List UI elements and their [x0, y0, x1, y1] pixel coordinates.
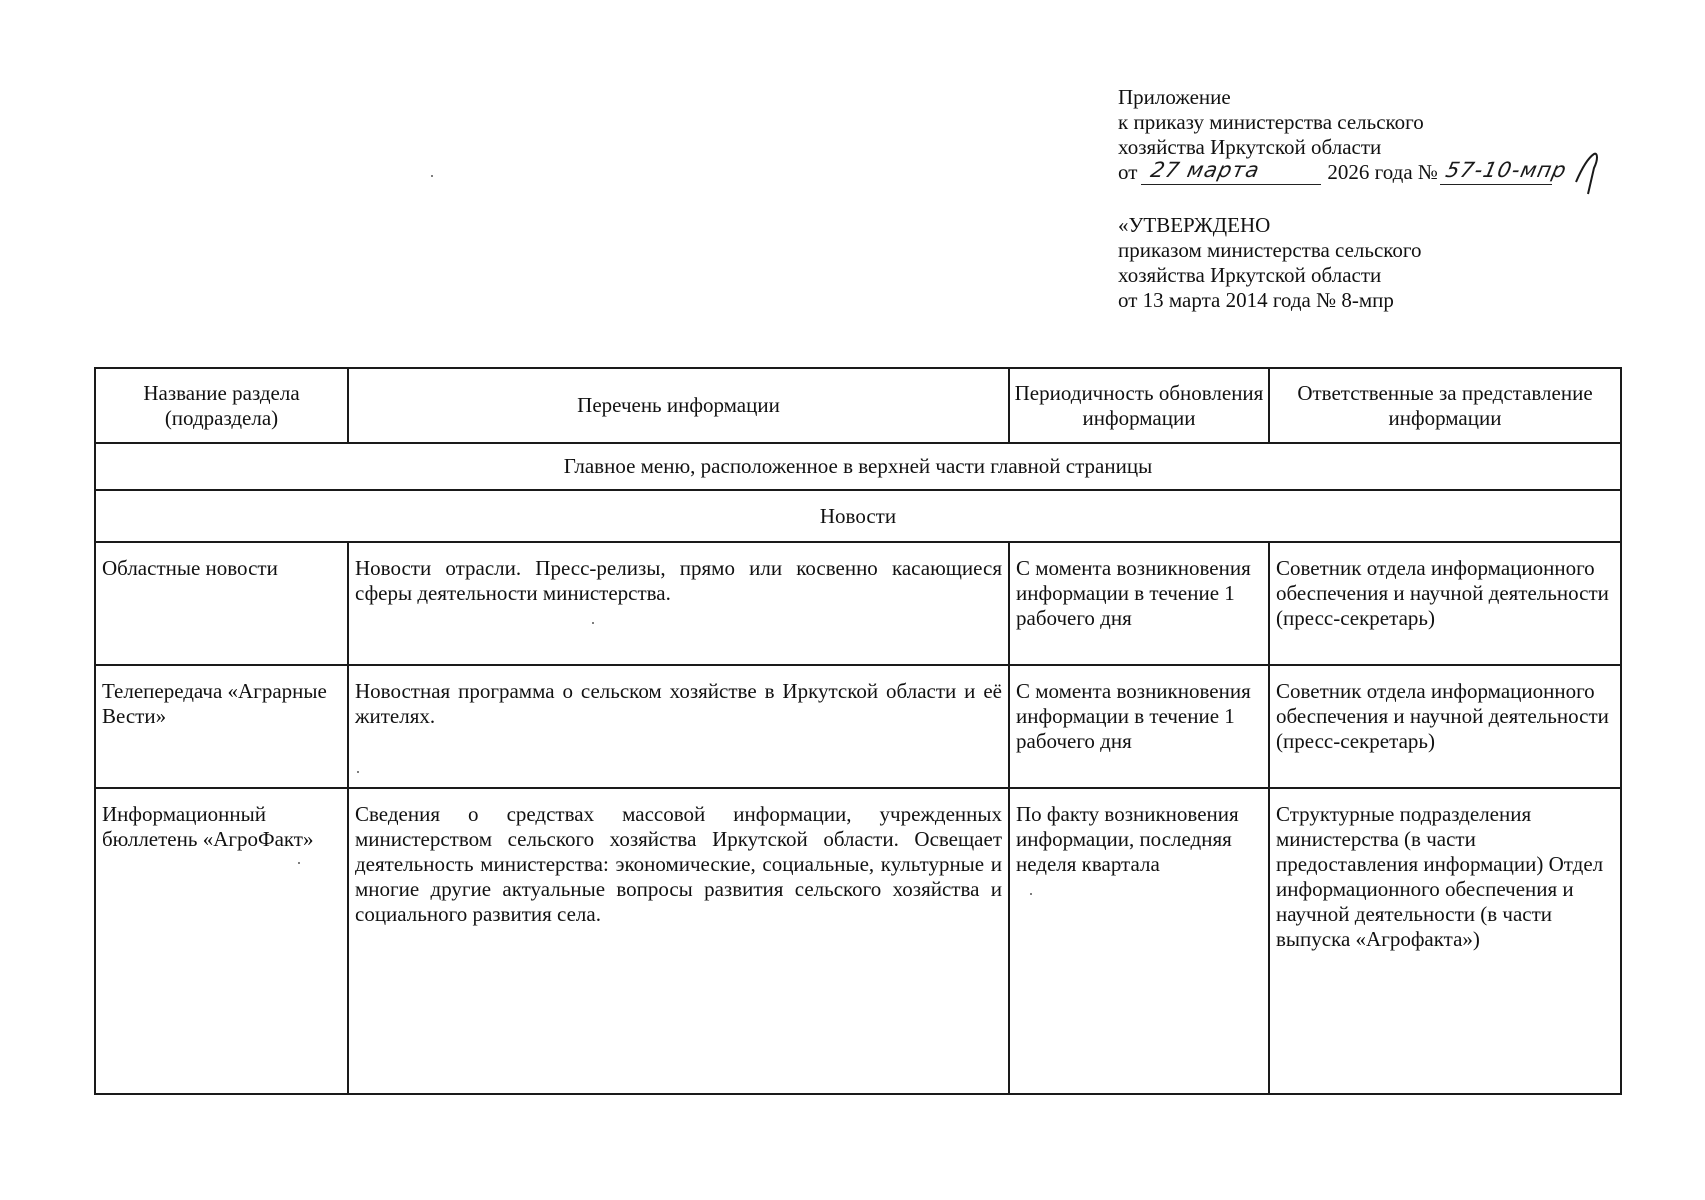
annex-title: Приложение [1118, 85, 1231, 109]
number-fill-line [1440, 158, 1570, 185]
handwritten-date: 27 марта [1148, 158, 1263, 182]
header-section: Название раздела (подраздела) [95, 368, 348, 443]
header-responsible: Ответственные за представление информации [1269, 368, 1621, 443]
news-title: Новости [95, 490, 1621, 542]
table-header-row [95, 368, 1621, 443]
row-responsible: Советник отдела информационного обеспечения и научной деятельности (пресс-секретарь) [1269, 665, 1621, 788]
main-menu-row [95, 443, 1621, 490]
handwriting-flourish [1572, 148, 1612, 196]
scan-speck [1030, 893, 1032, 895]
approved-title: «УТВЕРЖДЕНО [1118, 213, 1271, 237]
annex-line-3: хозяйства Иркутской области [1118, 135, 1382, 159]
table-row [95, 665, 1621, 788]
annex-line-2: к приказу министерства сельского [1118, 110, 1424, 134]
header-period: Периодичность обновления информации [1009, 368, 1269, 443]
row-period: С момента возникновения информации в течение 1 рабочего дня [1009, 542, 1269, 665]
row-info: Новости отрасли. Пресс-релизы, прямо или косвенно касающиеся сферы деятельности министерства. [348, 542, 1009, 665]
date-fill-line [1141, 160, 1321, 185]
row-responsible: Структурные подразделения министерства (в части предоставления информации) Отдел информационного обеспечения и научной деятельности (в части выпуска «Агрофакта») [1269, 788, 1621, 1094]
row-info: Сведения о средствах массовой информации, учрежденных министерством сельского хозяйства Иркутской области. Освещает деятельность министерства: экономические, социальные, культурные и многие другие актуальные вопросы развития сельского хозяйства и социального развития села. [348, 788, 1009, 1094]
header-info: Перечень информации [348, 368, 1009, 443]
scan-speck [298, 862, 300, 864]
scan-speck [431, 175, 433, 177]
annex-date-line [1118, 158, 1570, 185]
row-period: С момента возникновения информации в течение 1 рабочего дня [1009, 665, 1269, 788]
approved-line-2: приказом министерства сельского [1118, 238, 1422, 262]
row-info: Новостная программа о сельском хозяйстве в Иркутской области и её жителях. [348, 665, 1009, 788]
scan-speck [357, 771, 359, 773]
annex-date-prefix: от [1118, 160, 1138, 184]
handwritten-number: 57-10-мпр [1443, 158, 1570, 182]
row-period: По факту возникновения информации, последняя неделя квартала [1009, 788, 1269, 1094]
news-row [95, 490, 1621, 542]
table-row [95, 542, 1621, 665]
main-menu-title: Главное меню, расположенное в верхней части главной страницы [95, 443, 1621, 490]
row-responsible: Советник отдела информационного обеспечения и научной деятельности (пресс-секретарь) [1269, 542, 1621, 665]
approved-line-3: хозяйства Иркутской области [1118, 263, 1382, 287]
annex-year-text: 2026 года № [1327, 160, 1438, 184]
annex-header [1118, 85, 1570, 185]
approved-line-4: от 13 марта 2014 года № 8-мпр [1118, 288, 1394, 312]
table-row [95, 788, 1621, 1094]
approved-block [1118, 213, 1422, 313]
row-section: Областные новости [95, 542, 348, 665]
information-table [94, 367, 1622, 1095]
scan-speck [592, 622, 594, 624]
row-section: Информационный бюллетень «АгроФакт» [95, 788, 348, 1094]
row-section: Телепередача «Аграрные Вести» [95, 665, 348, 788]
